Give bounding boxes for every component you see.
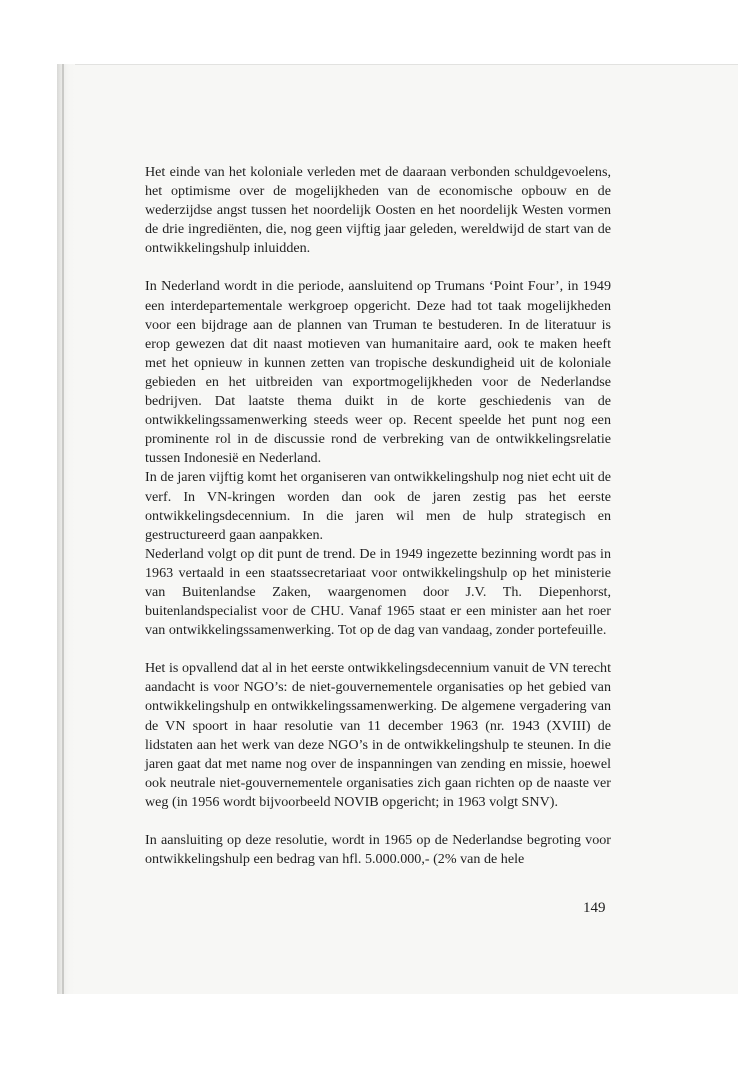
- paragraph-1: Het einde van het koloniale verleden met de daaraan verbonden schuldgevoelens, het optimisme over de mogelijkheden van de economische opbouw en de wederzijdse angst tussen het noordelijk Oosten en het noordelijk Westen vormen de drie ingrediënten, die, nog geen vijftig jaar geleden, wereldwijd de start van de ontwikkelingshulp inluidden.: [145, 164, 611, 257]
- paragraph-2: In Nederland wordt in die periode, aansluitend op Trumans ‘Point Four’, in 1949 een interdepartementale werkgroep opgericht. Deze had tot taak mogelijkheden voor een bijdrage aan de plannen van Truman te bestuderen. In de literatuur is erop gewezen dat dit naast motieven van humanitaire aard, ook te maken heeft met het opnieuw in kunnen zetten van tropische deskundigheid uit de koloniale gebieden en het uitbreiden van exportmogelijkheden voor de Nederlandse bedrijven. Dat laatste thema duikt in de korte geschiedenis van de ontwikkelingssamenwerking steeds weer op. Recent speelde het punt nog een prominente rol in de discussie rond de verbreking van de ontwikkelingsrelatie tussen Indonesië en Nederland.: [145, 278, 611, 467]
- page-gutter-shadow: [57, 64, 75, 994]
- paragraph-6: In aansluiting op deze resolutie, wordt in 1965 op de Nederlandse begroting voor ontwikkelingshulp een bedrag van hfl. 5.000.000,- (2% van de hele: [145, 832, 611, 868]
- body-text: [145, 163, 611, 869]
- paragraph-5: Het is opvallend dat al in het eerste ontwikkelingsdecennium vanuit de VN terecht aandacht is voor NGO’s: de niet-gouvernementele organisaties op het gebied van ontwikkelingshulp en ontwikkelingssamenwerking. De algemene vergadering van de VN spoort in haar resolutie van 11 december 1963 (nr. 1943 (XVIII) de lidstaten aan het werk van deze NGO’s in de ontwikkelingshulp te steunen. In die jaren gaat dat met name nog over de inspanningen van zending en missie, hoewel ook neutrale niet-gouvernementele organisaties zich gaan richten op de naaste ver weg (in 1956 wordt bijvoorbeeld NOVIB opgericht; in 1963 volgt SNV).: [145, 660, 611, 810]
- page-number: 149: [583, 900, 606, 916]
- paragraph-4: Nederland volgt op dit punt de trend. De in 1949 ingezette bezinning wordt pas in 1963 vertaald in een staatssecretariaat voor ontwikkelingshulp op het ministerie van Buitenlandse Zaken, waargenomen door J.V. Th. Diepenhorst, buitenlandspecialist voor de CHU. Vanaf 1965 staat er een minister aan het roer van ontwikkelingssamenwerking. Tot op de dag van vandaag, zonder portefeuille.: [145, 545, 611, 639]
- page-binding-edge: [62, 64, 64, 994]
- paragraph-3: In de jaren vijftig komt het organiseren van ontwikkelingshulp nog niet echt uit de verf. In VN-kringen worden dan ook de jaren zestig pas het eerste ontwikkelingsdecennium. In die jaren wil men de hulp strategisch en gestructureerd gaan aanpakken.: [145, 469, 611, 543]
